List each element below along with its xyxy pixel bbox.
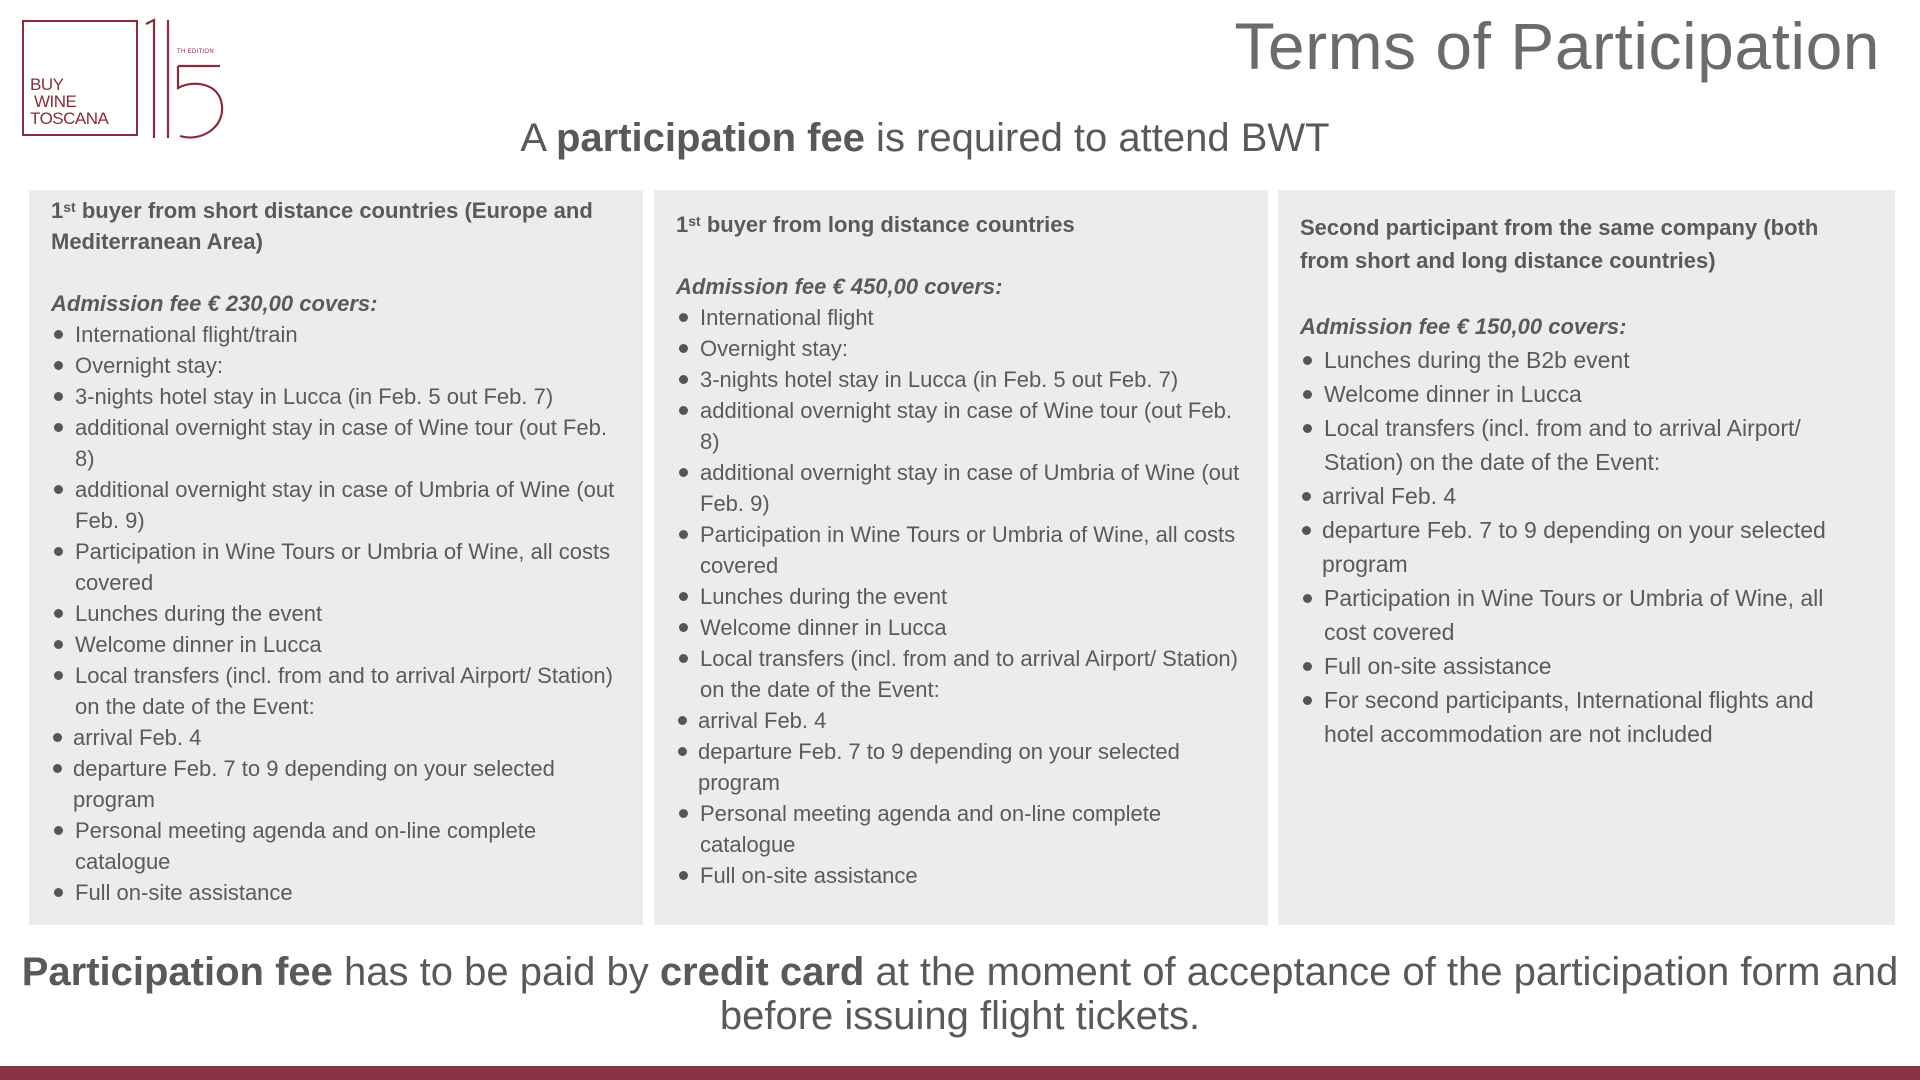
list-item: 3-nights hotel stay in Lucca (in Feb. 5 out Feb. 7) [676, 364, 1242, 395]
covered-items-list [51, 319, 617, 722]
list-item: Local transfers (incl. from and to arrival Airport/ Station) on the date of the Event: [1300, 411, 1869, 479]
list-item: 3-nights hotel stay in Lucca (in Feb. 5 out Feb. 7) [51, 381, 617, 412]
heading-text: buyer from long distance countries [700, 212, 1075, 237]
covered-items-list [676, 302, 1242, 705]
subtitle [0, 116, 1850, 161]
covered-items-list-cont [1300, 581, 1869, 751]
list-item: Participation in Wine Tours or Umbria of Wine, all cost covered [1300, 581, 1869, 649]
heading-text: buyer from short distance countries (Europe and Mediterranean Area) [51, 198, 593, 254]
panel-short-distance [29, 190, 643, 925]
payment-note-bold-1: Participation fee [21, 950, 333, 994]
logo-edition-label: TH EDITION [177, 49, 214, 55]
list-item: For second participants, International flights and hotel accommodation are not included [1300, 683, 1869, 751]
subtitle-pre: A [520, 116, 556, 160]
panel-heading [676, 209, 1242, 240]
logo-line-3: TOSCANA [30, 109, 109, 128]
panel-long-distance [654, 190, 1268, 925]
list-item: Lunches during the B2b event [1300, 343, 1869, 377]
ordinal: 1 [51, 198, 64, 223]
payment-note-bold-2: credit card [659, 950, 865, 994]
transfer-sublist [1300, 479, 1869, 581]
covered-items-list-cont [51, 815, 617, 908]
list-item: Personal meeting agenda and on-line complete catalogue [51, 815, 617, 877]
list-item: Welcome dinner in Lucca [1300, 377, 1869, 411]
sub-list-item: departure Feb. 7 to 9 depending on your selected program [1300, 513, 1869, 581]
sub-list-item: arrival Feb. 4 [1300, 479, 1869, 513]
transfer-sublist [51, 722, 617, 815]
list-item: Overnight stay: [51, 350, 617, 381]
logo-line-2: WINE [34, 92, 77, 111]
list-item: Lunches during the event [676, 581, 1242, 612]
admission-fee: Admission fee € 450,00 covers: [676, 274, 1003, 299]
list-item: additional overnight stay in case of Wine tour (out Feb. 8) [676, 395, 1242, 457]
list-item: additional overnight stay in case of Umbria of Wine (out Feb. 9) [676, 457, 1242, 519]
list-item: Full on-site assistance [51, 877, 617, 908]
list-item: Local transfers (incl. from and to arrival Airport/ Station) on the date of the Event: [51, 660, 617, 722]
covered-items-list-cont [676, 798, 1242, 891]
list-item: International flight [676, 302, 1242, 333]
panel-heading [51, 195, 617, 257]
admission-fee: Admission fee € 230,00 covers: [51, 291, 378, 316]
payment-note-text-1: has to be paid by [332, 950, 660, 994]
panel-heading: Second participant from the same company (both from short and long distance countries) [1300, 215, 1819, 273]
transfer-sublist [676, 705, 1242, 798]
subtitle-bold: participation fee [555, 116, 865, 160]
panel-second-participant [1278, 190, 1895, 925]
list-item: additional overnight stay in case of Umbria of Wine (out Feb. 9) [51, 474, 617, 536]
list-item: Local transfers (incl. from and to arrival Airport/ Station) on the date of the Event: [676, 643, 1242, 705]
ordinal: 1 [676, 212, 689, 237]
list-item: Participation in Wine Tours or Umbria of Wine, all costs covered [676, 519, 1242, 581]
list-item: Full on-site assistance [1300, 649, 1869, 683]
list-item: Welcome dinner in Lucca [51, 629, 617, 660]
page-title: Terms of Participation [1234, 9, 1880, 83]
list-item: Overnight stay: [676, 333, 1242, 364]
list-item: Participation in Wine Tours or Umbria of Wine, all costs covered [51, 536, 617, 598]
payment-note [0, 950, 1920, 1038]
list-item: Personal meeting agenda and on-line complete catalogue [676, 798, 1242, 860]
admission-fee: Admission fee € 150,00 covers: [1300, 314, 1627, 339]
list-item: additional overnight stay in case of Wine tour (out Feb. 8) [51, 412, 617, 474]
logo-line-1: BUY [30, 75, 64, 94]
list-item: Lunches during the event [51, 598, 617, 629]
ordinal-suffix: st [63, 199, 76, 215]
sub-list-item: arrival Feb. 4 [51, 722, 617, 753]
ordinal-suffix: st [688, 213, 701, 229]
covered-items-list [1300, 343, 1869, 479]
list-item: International flight/train [51, 319, 617, 350]
footer-bar [0, 1066, 1920, 1080]
subtitle-post: is required to attend BWT [864, 116, 1330, 160]
sub-list-item: arrival Feb. 4 [676, 705, 1242, 736]
list-item: Full on-site assistance [676, 860, 1242, 891]
list-item: Welcome dinner in Lucca [676, 612, 1242, 643]
sub-list-item: departure Feb. 7 to 9 depending on your selected program [676, 736, 1242, 798]
payment-note-text-2: at the moment of acceptance of the participation form and before issuing flight tickets. [719, 950, 1899, 1038]
sub-list-item: departure Feb. 7 to 9 depending on your selected program [51, 753, 617, 815]
